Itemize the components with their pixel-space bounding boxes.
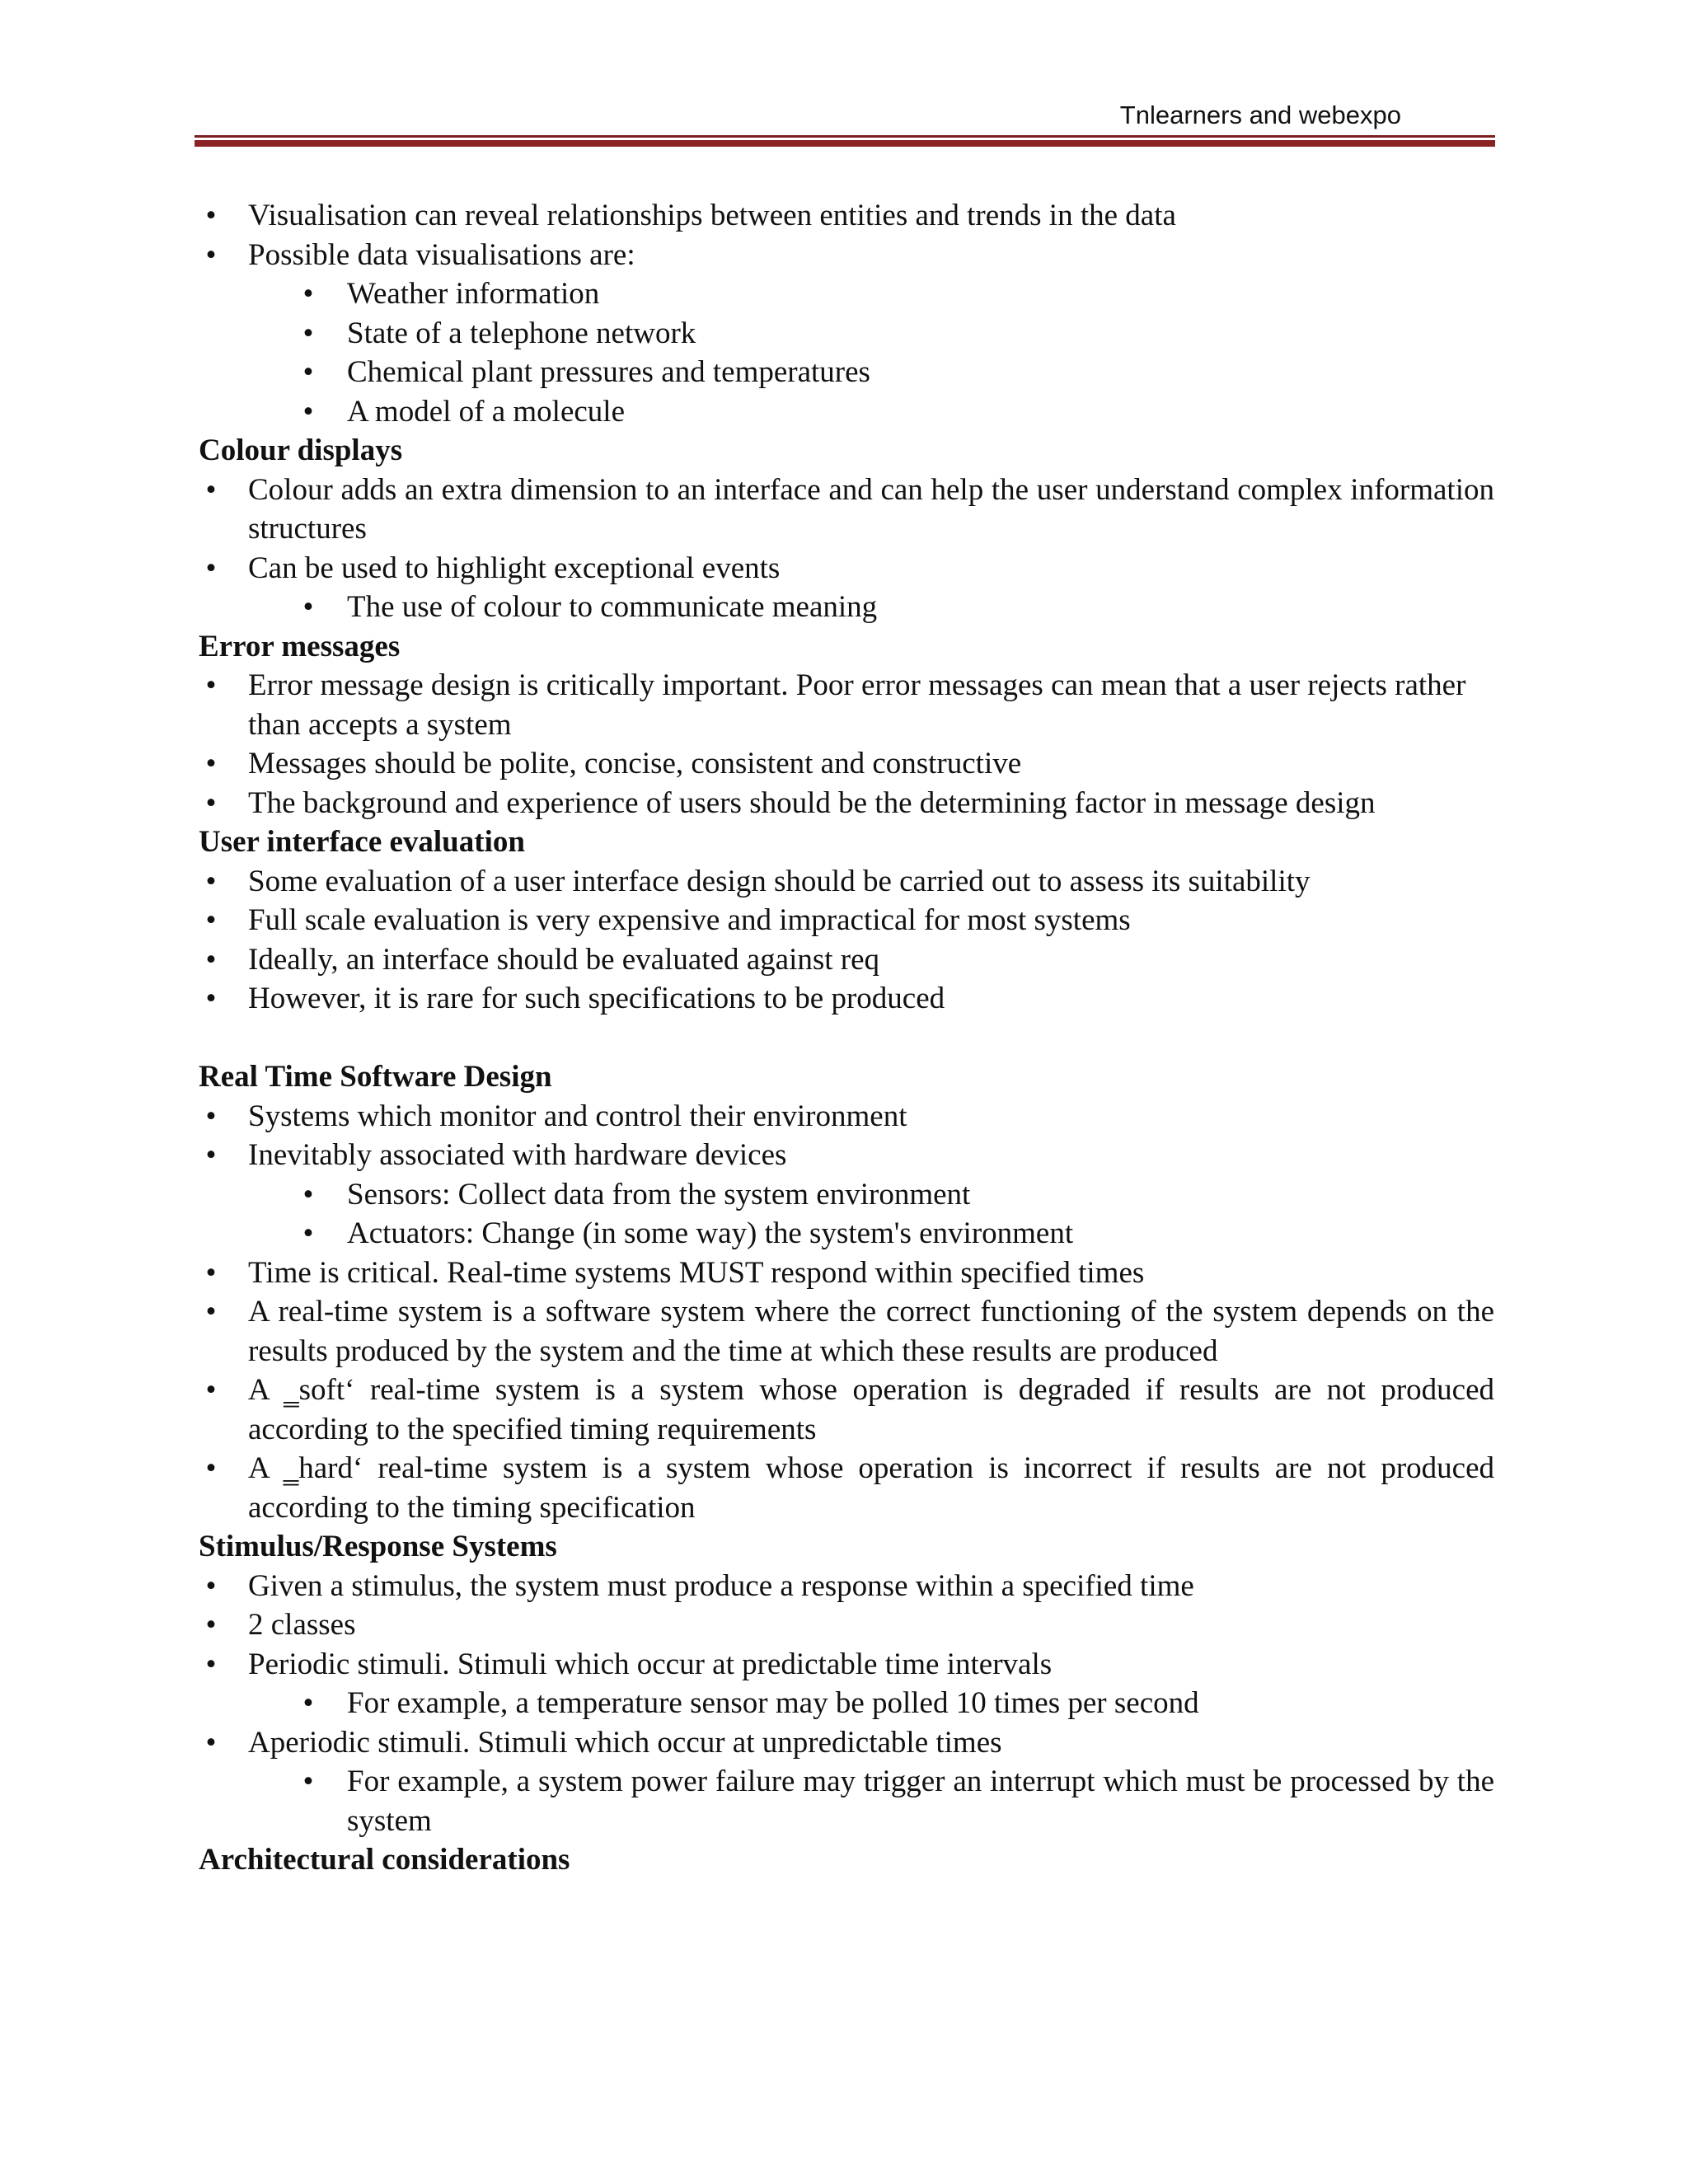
bullet-icon: • — [205, 864, 217, 898]
list-item — [199, 1645, 1494, 1685]
list-item — [199, 901, 1494, 940]
section-heading: User interface evaluation — [199, 825, 525, 859]
sub-bullet-icon: • — [302, 277, 314, 311]
list-item-text: A model of a molecule — [347, 394, 626, 429]
list-item-text: Periodic stimuli. Stimuli which occur at predictable time intervals — [248, 1647, 1053, 1681]
bullet-icon: • — [205, 472, 217, 507]
list-item — [199, 196, 1494, 236]
bullet-icon: • — [205, 942, 217, 977]
sub-list-item — [199, 588, 1494, 627]
bullet-icon: • — [205, 982, 217, 1015]
list-item — [199, 1371, 1494, 1449]
bullet-icon: • — [205, 903, 217, 937]
header-rule-thin — [195, 135, 1495, 138]
list-item-text: However, it is rare for such specifications to be produced — [248, 982, 945, 1015]
bullet-icon: • — [205, 551, 217, 585]
list-item-text: Possible data visualisations are: — [248, 237, 635, 272]
list-item — [199, 1449, 1494, 1527]
bullet-icon: • — [205, 1255, 217, 1290]
bullet-icon: • — [205, 785, 217, 820]
list-item-text: Ideally, an interface should be evaluated against req — [248, 942, 880, 977]
list-item-text: A real-time system is a software system where the correct functioning of the system depends on the results produced by the system and the time at which these results are produced — [248, 1295, 1494, 1368]
list-item-text: Time is critical. Real-time systems MUST respond within specified times — [248, 1255, 1145, 1290]
bullet-icon: • — [205, 668, 217, 702]
list-item-text: Inevitably associated with hardware devices — [248, 1138, 787, 1172]
sub-list-item — [199, 1684, 1494, 1723]
section-heading: Stimulus/Response Systems — [199, 1530, 557, 1563]
bullet-icon: • — [205, 1295, 217, 1329]
list-item-text: Full scale evaluation is very expensive and impractical for most systems — [248, 903, 1131, 937]
list-item-text: A ‗hard‘ real-time system is a system whose operation is incorrect if results are not produced according to the timing specification — [248, 1451, 1494, 1525]
sub-bullet-icon: • — [302, 394, 314, 429]
list-item-text: The background and experience of users should be the determining factor in message design — [248, 785, 1376, 820]
section-heading: Error messages — [199, 629, 401, 663]
bullet-icon: • — [205, 1373, 217, 1407]
bullet-icon: • — [205, 747, 217, 780]
list-item-text: Sensors: Collect data from the system environment — [347, 1177, 971, 1212]
list-item — [199, 862, 1494, 902]
document-body — [199, 196, 1494, 1880]
list-item-text: Error message design is critically important. Poor error messages can mean that a user rejects rather than accepts a system — [248, 668, 1466, 742]
bullet-icon: • — [205, 199, 217, 232]
list-item-text: A ‗soft‘ real-time system is a system whose operation is degraded if results are not produced according to the specified timing requirements — [248, 1373, 1494, 1446]
header-rule-thick — [195, 140, 1495, 147]
bullet-icon: • — [205, 1568, 217, 1603]
section-heading: Colour displays — [199, 434, 403, 467]
list-item — [199, 979, 1494, 1019]
list-item-text: State of a telephone network — [347, 316, 696, 350]
sub-list-item — [199, 1214, 1494, 1254]
list-item — [199, 1567, 1494, 1606]
sub-bullet-icon: • — [302, 1216, 314, 1250]
list-item — [199, 471, 1494, 549]
list-item-text: For example, a system power failure may trigger an interrupt which must be processed by the system — [347, 1765, 1494, 1838]
paragraph-spacer — [199, 1019, 1494, 1058]
list-item — [199, 549, 1494, 588]
page-header-title: Tnlearners and webexpo — [1119, 101, 1401, 129]
list-item — [199, 1097, 1494, 1137]
section-heading: Architectural considerations — [199, 1843, 570, 1877]
sub-bullet-icon: • — [302, 1765, 314, 1798]
list-item-text: 2 classes — [248, 1608, 356, 1642]
sub-list-item — [199, 1762, 1494, 1840]
list-item — [199, 1254, 1494, 1293]
list-item-text: Systems which monitor and control their environment — [248, 1099, 907, 1133]
list-item-text: Chemical plant pressures and temperatures — [347, 355, 870, 389]
bullet-icon: • — [205, 1608, 217, 1642]
list-item — [199, 784, 1494, 823]
list-item-text: Can be used to highlight exceptional events — [248, 551, 781, 585]
bullet-icon: • — [205, 1099, 217, 1133]
list-item-text: Weather information — [347, 277, 600, 311]
sub-bullet-icon: • — [302, 316, 314, 350]
sub-list-item — [199, 314, 1494, 354]
bullet-icon: • — [205, 1138, 217, 1172]
list-item — [199, 1605, 1494, 1645]
bullet-icon: • — [205, 1647, 217, 1681]
list-item-text: Visualisation can reveal relationships between entities and trends in the data — [248, 199, 1176, 232]
sub-list-item — [199, 1175, 1494, 1215]
list-item-text: Actuators: Change (in some way) the system's environment — [347, 1216, 1074, 1250]
list-item-text: The use of colour to communicate meaning — [347, 590, 878, 624]
list-item-text: Messages should be polite, concise, consistent and constructive — [248, 747, 1022, 780]
sub-bullet-icon: • — [302, 590, 314, 624]
bullet-icon: • — [205, 237, 217, 272]
list-item-text: Colour adds an extra dimension to an interface and can help the user understand complex information structures — [248, 472, 1494, 546]
sub-bullet-icon: • — [302, 1177, 314, 1212]
sub-list-item — [199, 353, 1494, 392]
list-item-text: Some evaluation of a user interface design should be carried out to assess its suitability — [248, 864, 1311, 898]
sub-list-item — [199, 274, 1494, 314]
list-item — [199, 236, 1494, 275]
list-item — [199, 1292, 1494, 1371]
sub-bullet-icon: • — [302, 1686, 314, 1720]
list-item — [199, 1136, 1494, 1175]
bullet-icon: • — [205, 1725, 217, 1760]
section-heading: Real Time Software Design — [199, 1060, 552, 1094]
list-item — [199, 744, 1494, 784]
list-item — [199, 666, 1494, 744]
list-item-text: Given a stimulus, the system must produce a response within a specified time — [248, 1568, 1194, 1603]
bullet-icon: • — [205, 1451, 217, 1485]
list-item — [199, 1723, 1494, 1763]
sub-bullet-icon: • — [302, 355, 314, 389]
list-item-text: For example, a temperature sensor may be polled 10 times per second — [347, 1686, 1199, 1720]
list-item-text: Aperiodic stimuli. Stimuli which occur at unpredictable times — [248, 1725, 1002, 1760]
list-item — [199, 940, 1494, 980]
sub-list-item — [199, 392, 1494, 432]
